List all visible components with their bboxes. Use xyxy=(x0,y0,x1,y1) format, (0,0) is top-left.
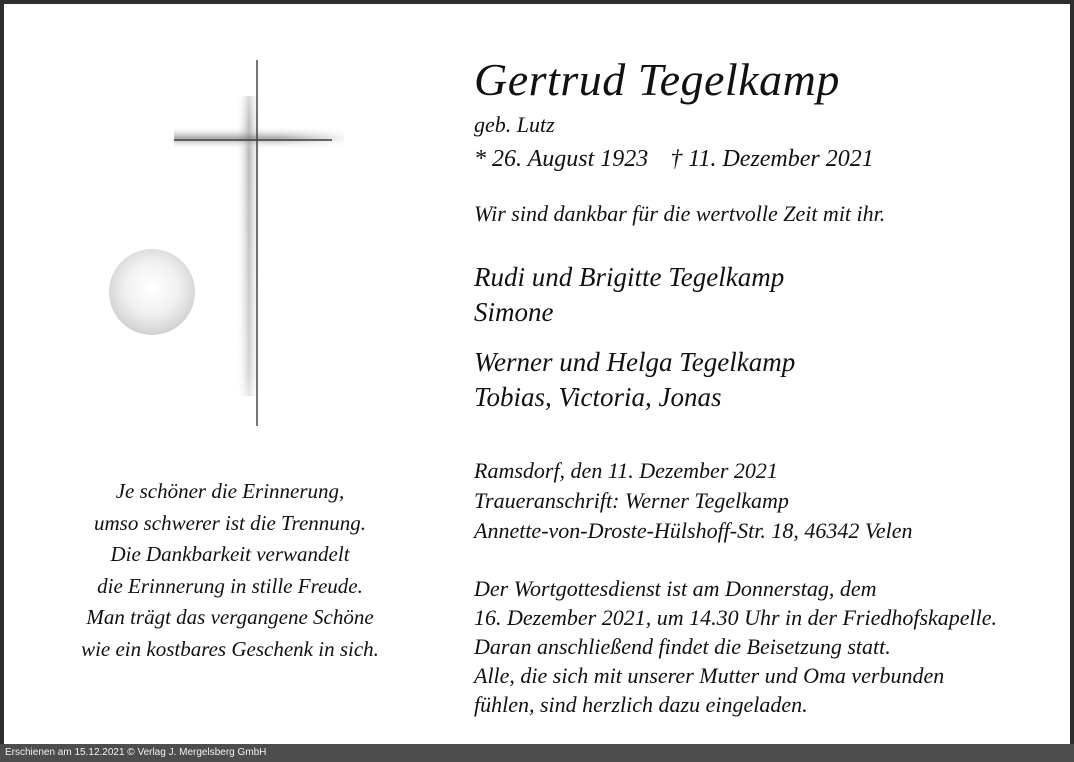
cross-artwork xyxy=(104,56,354,428)
family-parents: Rudi und Brigitte Tegelkamp xyxy=(474,262,785,292)
service-info xyxy=(474,574,997,719)
thanks-text: Wir sind dankbar für die wertvolle Zeit mit ihr. xyxy=(474,201,886,226)
service-line: 16. Dezember 2021, um 14.30 Uhr in der Friedhofskapelle. xyxy=(474,605,998,630)
family-children: Simone xyxy=(474,297,554,327)
family-group xyxy=(474,260,784,330)
family-children: Tobias, Victoria, Jonas xyxy=(474,382,722,412)
address-label: Traueranschrift: Werner Tegelkamp xyxy=(474,488,789,513)
poem-line: Man trägt das vergangene Schöne xyxy=(86,605,374,629)
service-line: fühlen, sind herzlich dazu eingeladen. xyxy=(474,692,808,717)
place-date: Ramsdorf, den 11. Dezember 2021 xyxy=(474,458,778,483)
birth-date: * 26. August 1923 xyxy=(474,146,649,172)
poem-line: die Erinnerung in stille Freude. xyxy=(97,573,363,598)
family-parents: Werner und Helga Tegelkamp xyxy=(474,347,796,377)
memorial-poem xyxy=(32,476,428,665)
life-dates xyxy=(474,144,874,174)
sphere-icon xyxy=(109,249,195,335)
death-date: † 11. Dezember 2021 xyxy=(670,146,874,172)
deceased-name: Gertrud Tegelkamp xyxy=(474,54,840,105)
place-and-address xyxy=(474,456,913,546)
poem-line: Je schöner die Erinnerung, xyxy=(115,479,345,503)
service-line: Alle, die sich mit unserer Mutter und Oma verbunden xyxy=(474,663,945,688)
family-group xyxy=(474,345,795,415)
born-name: geb. Lutz xyxy=(474,112,555,137)
publication-footer: Erschienen am 15.12.2021 © Verlag J. Mergelsberg GmbH xyxy=(0,744,1074,762)
poem-line: umso schwerer ist die Trennung. xyxy=(93,510,367,535)
poem-line: wie ein kostbares Geschenk in sich. xyxy=(81,636,379,661)
service-line: Der Wortgottesdienst ist am Donnerstag, dem xyxy=(474,576,877,601)
service-line: Daran anschließend findet die Beisetzung statt. xyxy=(474,634,891,659)
poem-line: Die Dankbarkeit verwandelt xyxy=(110,542,350,566)
cross-icon xyxy=(174,60,344,426)
address: Annette-von-Droste-Hülshoff-Str. 18, 46342 Velen xyxy=(474,518,913,543)
